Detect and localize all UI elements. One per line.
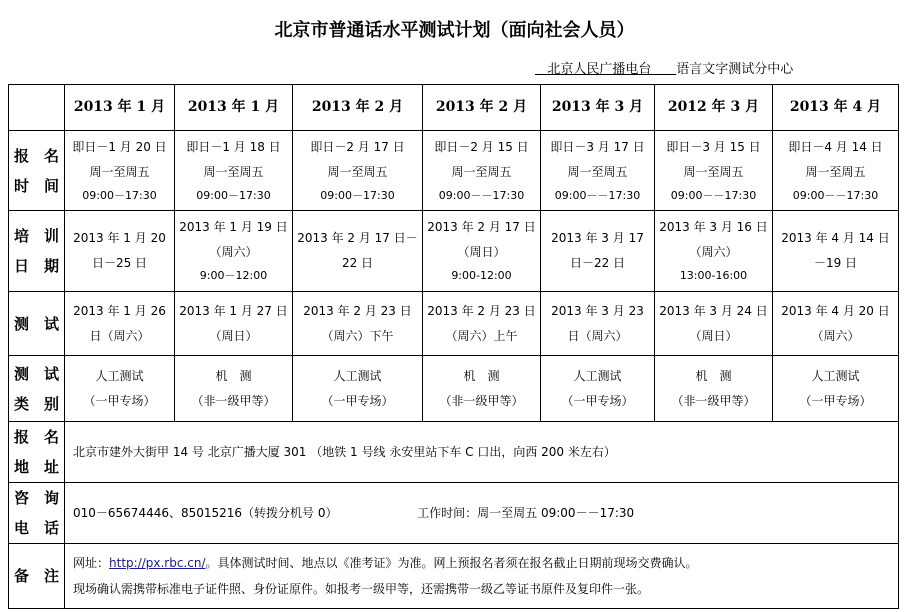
test-label: 测 试 (9, 292, 65, 356)
type-cell: 机 测 （非一级甲等） (655, 356, 773, 422)
month-header: 2013 年 2 月 (423, 85, 541, 131)
month-header: 2013 年 4 月 (773, 85, 899, 131)
month-header: 2013 年 2 月 (293, 85, 423, 131)
type-label: 测 试 类 别 (9, 356, 65, 422)
training-cell: 2013 年 3 月 17 日－22 日 (541, 211, 655, 292)
register-cell: 即日－1 月 18 日 周一至周五 09:00－17:30 (175, 131, 293, 211)
training-cell: 2013 年 3 月 16 日 （周六） 13:00-16:00 (655, 211, 773, 292)
type-cell: 人工测试 （一甲专场） (773, 356, 899, 422)
address-row (9, 422, 899, 483)
type-cell: 机 测 （非一级甲等） (175, 356, 293, 422)
type-row (9, 356, 899, 422)
month-header: 2013 年 3 月 (541, 85, 655, 131)
type-cell: 机 测 （非一级甲等） (423, 356, 541, 422)
register-cell: 即日－4 月 14 日 周一至周五 09:00－－17:30 (773, 131, 899, 211)
contact-label: 咨 询 电 话 (9, 483, 65, 544)
training-label: 培 训 日 期 (9, 211, 65, 292)
training-cell: 2013 年 2 月 17 日－ 22 日 (293, 211, 423, 292)
month-header: 2013 年 1 月 (175, 85, 293, 131)
test-cell: 2013 年 1 月 26 日（周六） (65, 292, 175, 356)
contact-row (9, 483, 899, 544)
notes-line-1: 网址：http://px.rbc.cn/。具体测试时间、地点以《准考证》为准。网上预报名者须在报名截止日期前现场交费确认。 (73, 556, 698, 570)
notes-cell (65, 544, 899, 609)
register-cell: 即日－2 月 17 日 周一至周五 09:00－17:30 (293, 131, 423, 211)
register-cell: 即日－3 月 17 日 周一至周五 09:00－－17:30 (541, 131, 655, 211)
test-cell: 2013 年 2 月 23 日 （周六）下午 (293, 292, 423, 356)
training-cell: 2013 年 4 月 14 日 －19 日 (773, 211, 899, 292)
notes-line-2: 现场确认需携带标准电子证件照、身份证原件。如报考一级甲等，还需携带一级乙等证书原件及复印件一张。 (73, 582, 650, 596)
training-cell: 2013 年 2 月 17 日 （周日） 9:00-12:00 (423, 211, 541, 292)
schedule-table (8, 84, 899, 609)
test-cell: 2013 年 3 月 24 日 （周日） (655, 292, 773, 356)
training-row (9, 211, 899, 292)
type-cell: 人工测试 （一甲专场） (65, 356, 175, 422)
notes-label: 备 注 (9, 544, 65, 609)
address-text: 北京市建外大街甲 14 号 北京广播大厦 301 （地铁 1 号线 永安里站下车 C 口出，向西 200 米左右） (65, 422, 899, 483)
header-row (9, 85, 899, 131)
test-cell: 2013 年 1 月 27 日 （周日） (175, 292, 293, 356)
center-name: 语言文字测试分中心 (676, 62, 794, 77)
month-header: 2013 年 1 月 (65, 85, 175, 131)
phone-text: 010－65674446、85015216（转拨分机号 0） (73, 505, 338, 520)
register-cell: 即日－2 月 15 日 周一至周五 09:00－－17:30 (423, 131, 541, 211)
register-row (9, 131, 899, 211)
register-cell: 即日－3 月 15 日 周一至周五 09:00－－17:30 (655, 131, 773, 211)
month-header: 2012 年 3 月 (655, 85, 773, 131)
register-label: 报 名 时 间 (9, 131, 65, 211)
training-cell: 2013 年 1 月 20 日－25 日 (65, 211, 175, 292)
type-cell: 人工测试 （一甲专场） (293, 356, 423, 422)
contact-cell (65, 483, 899, 544)
test-cell: 2013 年 2 月 23 日 （周六）上午 (423, 292, 541, 356)
organizer-line (535, 58, 793, 77)
website-link[interactable]: http://px.rbc.cn/ (109, 556, 206, 570)
test-cell: 2013 年 4 月 20 日 （周六） (773, 292, 899, 356)
training-cell: 2013 年 1 月 19 日 （周六） 9:00－12:00 (175, 211, 293, 292)
register-cell: 即日－1 月 20 日 周一至周五 09:00－17:30 (65, 131, 175, 211)
notes-row (9, 544, 899, 609)
organizer-name: 北京人民广播电台 (547, 62, 652, 77)
corner-cell (9, 85, 65, 131)
address-label: 报 名 地 址 (9, 422, 65, 483)
test-cell: 2013 年 3 月 23 日（周六） (541, 292, 655, 356)
hours-text: 工作时间：周一至周五 09:00－－17:30 (417, 505, 635, 520)
type-cell: 人工测试 （一甲专场） (541, 356, 655, 422)
test-row (9, 292, 899, 356)
page-title: 北京市普通话水平测试计划（面向社会人员） (274, 20, 635, 41)
